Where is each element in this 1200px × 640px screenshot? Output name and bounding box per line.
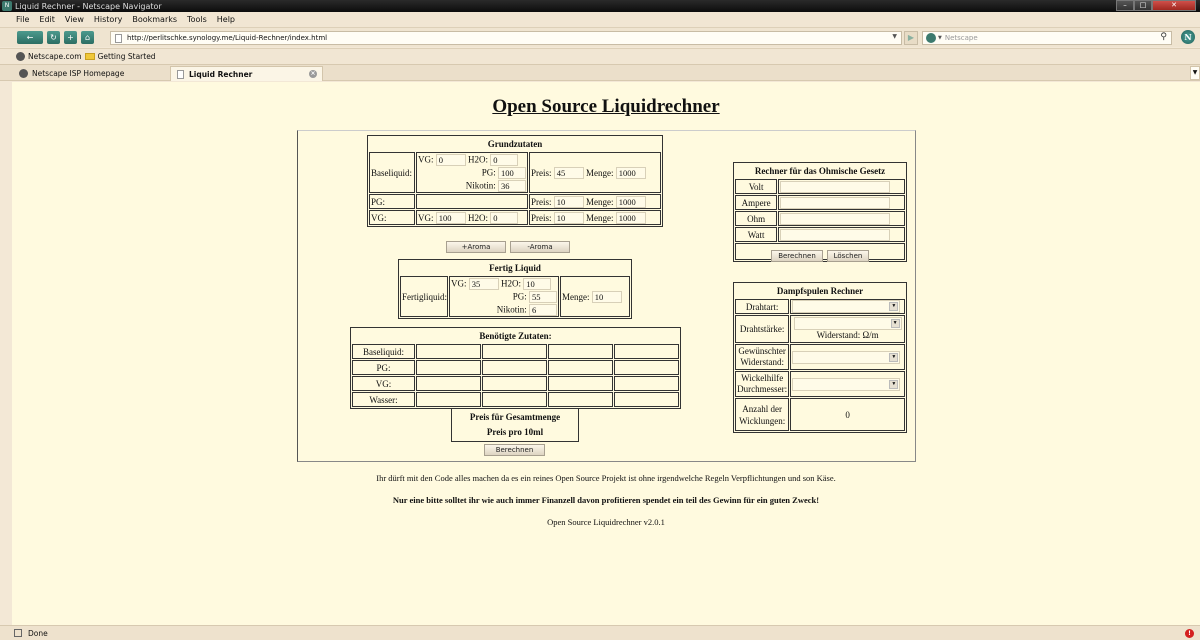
tab-netscape-isp[interactable] [13,66,165,81]
reload-icon[interactable]: ↻ [47,31,60,44]
row-label-wasser: Wasser: [352,392,415,407]
base-pg-input[interactable]: 100 [498,167,526,179]
menu-bar [0,12,1200,27]
result-cell [416,344,481,359]
menu-file[interactable]: File [16,15,30,24]
nikotin-label: Nikotin: [465,180,496,191]
h2o-label: H2O: [501,278,521,289]
result-cell [482,376,547,391]
chevron-down-icon: ▼ [889,302,898,311]
h2o-label: H2O: [468,154,488,165]
error-icon[interactable]: ! [1185,629,1194,638]
table-row [352,376,679,391]
drahtstaerke-select[interactable] [794,317,902,330]
pg-preis-input[interactable]: 10 [554,196,584,208]
fertig-header: Fertig Liquid [489,263,541,273]
base-nikotin-input[interactable]: 36 [498,180,526,192]
ampere-label: Ampere [735,195,777,210]
status-page-icon [14,629,22,637]
gewuenscht-label: Gewünschter [738,346,786,356]
baseliquid-label: Baseliquid: [369,152,415,193]
table-row [352,344,679,359]
chevron-down-icon: ▼ [889,380,898,389]
footer-license-text: Ihr dürft mit den Code alles machen da es ein reines Open Source Projekt ist ohne irgendwelche Regeln Verpflichtungen und son Käse. [376,473,836,483]
table-row [352,392,679,407]
preis-label: Preis: [531,212,552,223]
bookmark-getting-started[interactable]: Getting Started [97,52,156,61]
vg-label: VG: [451,278,467,289]
ampere-input[interactable] [780,197,890,209]
menge-label: Menge: [586,196,614,207]
home-icon[interactable]: ⌂ [81,31,94,44]
search-bar[interactable] [922,31,1172,45]
vg-preis-input[interactable]: 10 [554,212,584,224]
volt-label: Volt [735,179,777,194]
tab-bar [0,64,1200,81]
preis-label: Preis: [531,167,552,178]
fertig-menge-input[interactable]: 10 [592,291,622,303]
ohm-calculator-table [733,162,907,262]
watt-label: Watt [735,227,777,242]
benoetigte-zutaten-table [350,327,681,409]
search-engine-icon[interactable] [926,33,936,43]
base-vg-input[interactable]: 0 [436,154,466,166]
preis-label: Preis: [531,196,552,207]
status-bar [0,625,1200,640]
dampfspulen-table [733,282,907,433]
menge-label: Menge: [586,212,614,223]
netscape-app-icon: N [2,1,12,11]
pg-menge-input[interactable]: 1000 [616,196,646,208]
fertig-h2o-input[interactable]: 10 [523,278,551,290]
url-bar[interactable] [110,31,902,45]
result-cell [482,392,547,407]
url-dropdown-icon[interactable]: ▼ [892,33,897,40]
vg-vg-input[interactable]: 100 [436,212,466,224]
result-cell [548,360,613,375]
row-label-vg: VG: [352,376,415,391]
drahtstaerke-label: Drahtstärke: [735,315,789,343]
status-text: Done [28,628,48,638]
ohm-loeschen-button[interactable]: Löschen [827,250,869,262]
go-button[interactable]: ▶ [904,31,918,45]
menu-history[interactable]: History [93,15,123,24]
ohm-berechnen-button[interactable]: Berechnen [771,250,823,262]
widerstand-label: Widerstand: [740,357,784,367]
result-cell [482,344,547,359]
result-cell [614,376,679,391]
h2o-label: H2O: [468,212,488,223]
wicklungen-label: Wicklungen: [739,415,786,426]
berechnen-button[interactable]: Berechnen [484,444,545,456]
window-titlebar [0,0,1200,12]
dampf-header: Dampfspulen Rechner [776,286,864,296]
nikotin-label: Nikotin: [496,304,527,315]
close-window-button[interactable]: ✕ [1152,0,1196,11]
volt-input[interactable] [780,181,890,193]
fertig-liquid-table [398,259,632,319]
base-menge-input[interactable]: 1000 [616,167,646,179]
page-icon [115,34,122,43]
search-placeholder: Netscape [944,34,978,42]
result-cell [416,392,481,407]
footer-version-text: Open Source Liquidrechner v2.0.1 [547,517,665,527]
navigation-toolbar [0,27,1200,47]
row-label-baseliquid: Baseliquid: [352,344,415,359]
search-icon[interactable]: ⚲ [1160,32,1167,42]
table-row [352,360,679,375]
tab-label: Liquid Rechner [189,69,253,79]
result-cell [614,344,679,359]
maximize-button[interactable]: □ [1134,0,1152,11]
netscape-tab-icon [19,69,28,78]
bookmark-netscape[interactable]: Netscape.com [28,52,82,61]
netscape-logo: N [1181,30,1195,44]
url-text: http://perlitschke.synology.me/Liquid-Rechner/index.html [127,34,328,42]
vg-menge-input[interactable]: 1000 [616,212,646,224]
fertig-pg-input[interactable]: 55 [529,291,557,303]
preis-pro-10ml-label: Preis pro 10ml [486,427,544,437]
widerstand-select[interactable] [792,351,900,364]
widerstand-unit-label: Widerstand: Ω/m [816,330,879,340]
netscape-bookmark-icon [16,52,25,61]
close-tab-icon[interactable]: × [310,70,316,77]
ohm-header: Rechner für das Ohmische Gesetz [754,166,886,176]
page-content [12,82,1200,625]
anzahl-label: Anzahl der [742,403,783,414]
menu-bookmarks[interactable]: Bookmarks [132,15,178,24]
drahtart-label: Drahtart: [735,299,789,314]
result-cell [548,392,613,407]
page-title: Open Source Liquidrechner [492,96,720,117]
minimize-button[interactable]: – [1116,0,1134,11]
wickelhilfe-label: Wickelhilfe [741,373,784,383]
page-icon [177,70,184,79]
result-cell [548,376,613,391]
menge-label: Menge: [562,291,590,302]
ohm-input[interactable] [780,213,890,225]
menu-help[interactable]: Help [216,15,236,24]
result-cell [614,392,679,407]
row-label-pg: PG: [352,360,415,375]
window-title: Liquid Rechner - Netscape Navigator [15,1,162,11]
engine-dropdown-icon[interactable]: ▼ [938,35,942,41]
chevron-down-icon: ▼ [889,353,898,362]
new-tab-icon[interactable]: + [64,31,77,44]
tab-liquid-rechner[interactable] [170,66,323,81]
pg-row-label: PG: [369,194,415,209]
fertig-vg-input[interactable]: 35 [469,278,499,290]
watt-input[interactable] [780,229,890,241]
ohm-label: Ohm [735,211,777,226]
vg-h2o-input[interactable]: 0 [490,212,518,224]
grundzutaten-table [367,135,663,227]
result-cell [482,360,547,375]
chevron-down-icon: ▼ [891,319,900,328]
menu-view[interactable]: View [64,15,84,24]
menge-label: Menge: [586,167,614,178]
base-preis-input[interactable]: 45 [554,167,584,179]
durchmesser-label: Durchmesser: [737,384,788,394]
preis-box [451,408,579,442]
fertigliquid-label: Fertigliquid: [400,276,448,317]
tab-list-dropdown-icon[interactable]: ▼ [1190,66,1200,80]
wicklungen-value: 0 [790,398,905,431]
pg-label: PG: [512,291,527,302]
result-cell [416,360,481,375]
benoetigt-header: Benötigte Zutaten: [479,331,552,341]
vg-label: VG: [418,212,434,223]
menu-edit[interactable]: Edit [39,15,55,24]
pg-label: PG: [481,167,496,178]
tab-label: Netscape ISP Homepage [32,69,125,78]
vg-row-label: VG: [369,210,415,225]
base-h2o-input[interactable]: 0 [490,154,518,166]
footer-donation-text: Nur eine bitte solltet ihr wie auch immer Finanzell davon profitieren spendet ein teil des Gewinn für ein guten Zweck! [392,495,820,505]
fertig-nikotin-input[interactable]: 6 [529,304,557,316]
folder-icon [85,53,95,60]
grundzutaten-header: Grundzutaten [487,139,543,149]
durchmesser-select[interactable] [792,378,900,391]
menu-tools[interactable]: Tools [187,15,207,24]
back-forward-button[interactable]: ← [17,31,43,44]
result-cell [548,344,613,359]
result-cell [614,360,679,375]
bookmarks-bar [0,48,1200,64]
remove-aroma-button[interactable]: -Aroma [510,241,570,253]
add-aroma-button[interactable]: +Aroma [446,241,506,253]
result-cell [416,376,481,391]
preis-gesamt-label: Preis für Gesamtmenge [469,412,561,422]
drahtart-select[interactable] [792,300,900,313]
vg-label: VG: [418,154,434,165]
